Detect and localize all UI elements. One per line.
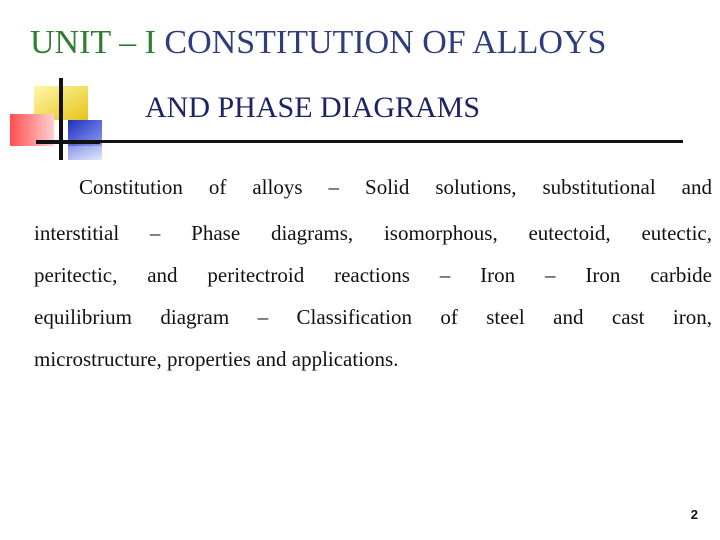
paragraph-line: microstructure, properties and applications. [34, 347, 399, 371]
paragraph-line: Constitution of alloys – Solid solutions, substitutional and [79, 175, 712, 199]
title-main-text: CONSTITUTION OF ALLOYS [164, 24, 607, 61]
title-divider [38, 140, 683, 143]
unit-label: UNIT – I [30, 24, 165, 61]
paragraph-line: interstitial – Phase diagrams, isomorphous, eutectoid, eutectic, [34, 221, 712, 245]
slide-title-line-2: AND PHASE DIAGRAMS [145, 91, 481, 124]
page-number: 2 [690, 507, 698, 522]
paragraph-line: peritectic, and peritectroid reactions – Iron – Iron carbide [34, 263, 712, 287]
slide-title-line-1 [30, 22, 606, 64]
paragraph-line: equilibrium diagram – Classification of steel and cast iron, [34, 305, 712, 329]
